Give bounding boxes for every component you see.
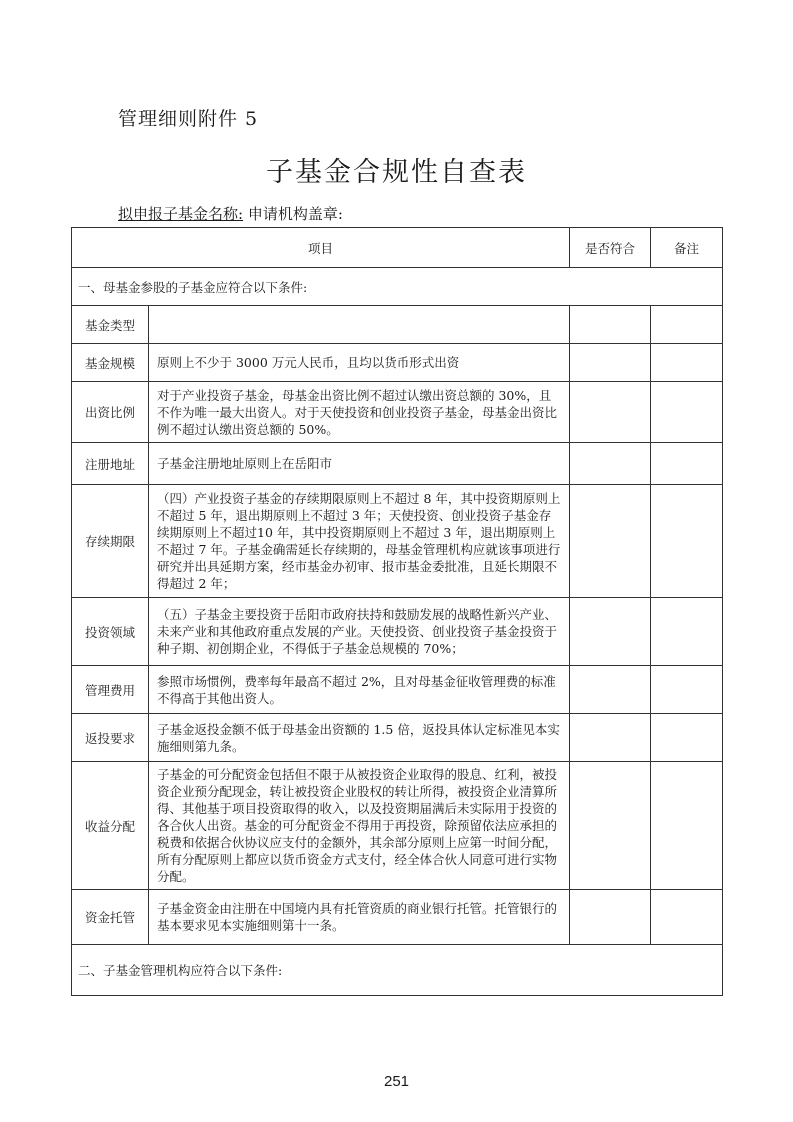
remark-cell[interactable] [651, 666, 723, 714]
row-content: 参照市场惯例，费率每年最高不超过 2%，且对母基金征收管理费的标准不得高于其他出资人。 [149, 666, 570, 714]
header-remark: 备注 [651, 228, 723, 268]
table-row [72, 344, 723, 382]
remark-cell[interactable] [651, 890, 723, 945]
row-content: 子基金注册地址原则上在岳阳市 [149, 443, 570, 485]
comply-cell[interactable] [570, 443, 651, 485]
row-label: 存续期限 [72, 485, 149, 598]
row-content: （五）子基金主要投资于岳阳市政府扶持和鼓励发展的战略性新兴产业、未来产业和其他政府重点发展的产业。天使投资、创业投资子基金投资于种子期、初创期企业，不得低于子基金总规模的 70%； [149, 598, 570, 666]
row-label: 基金类型 [72, 306, 149, 344]
table-row [72, 306, 723, 344]
row-content: 子基金资金由注册在中国境内具有托管资质的商业银行托管。托管银行的基本要求见本实施细则第十一条。 [149, 890, 570, 945]
remark-cell[interactable] [651, 598, 723, 666]
row-content: 子基金返投金额不低于母基金出资额的 1.5 倍，返投具体认定标准见本实施细则第九条。 [149, 714, 570, 762]
row-content [149, 306, 570, 344]
seal-label: 申请机构盖章: [247, 205, 343, 223]
table-row [72, 714, 723, 762]
remark-cell[interactable] [651, 762, 723, 890]
table-row [72, 382, 723, 443]
remark-cell[interactable] [651, 306, 723, 344]
row-label: 资金托管 [72, 890, 149, 945]
row-label: 收益分配 [72, 762, 149, 890]
section-2-heading: 二、子基金管理机构应符合以下条件: [72, 945, 723, 996]
row-label: 管理费用 [72, 666, 149, 714]
row-label: 注册地址 [72, 443, 149, 485]
comply-cell[interactable] [570, 714, 651, 762]
table-row [72, 890, 723, 945]
comply-cell[interactable] [570, 666, 651, 714]
row-content: 对于产业投资子基金，母基金出资比例不超过认缴出资总额的 30%，且不作为唯一最大出资人。对于天使投资和创业投资子基金，母基金出资比例不超过认缴出资总额的 50%。 [149, 382, 570, 443]
remark-cell[interactable] [651, 344, 723, 382]
section-row [72, 268, 723, 306]
row-label: 出资比例 [72, 382, 149, 443]
row-content: 原则上不少于 3000 万元人民币，且均以货币形式出资 [149, 344, 570, 382]
row-label: 返投要求 [72, 714, 149, 762]
header-comply: 是否符合 [570, 228, 651, 268]
remark-cell[interactable] [651, 382, 723, 443]
row-content: 子基金的可分配资金包括但不限于从被投资企业取得的股息、红利，被投资企业预分配现金，转让被投资企业股权的转让所得，被投资企业清算所得、其他基于项目投资取得的收入，以及投资期届满后未实际用于投资的各合伙人出资。基金的可分配资金不得用于再投资，除预留依法应承担的税费和依据合伙协议应支付的金额外，其余部分原则上应第一时间分配，所有分配原则上都应以货币资金方式支付，经全体合伙人同意可进行实物分配。 [149, 762, 570, 890]
applicant-info-line [118, 203, 343, 224]
remark-cell[interactable] [651, 485, 723, 598]
comply-cell[interactable] [570, 598, 651, 666]
section-1-heading: 一、母基金参股的子基金应符合以下条件: [72, 268, 723, 306]
comply-cell[interactable] [570, 382, 651, 443]
remark-cell[interactable] [651, 443, 723, 485]
table-row [72, 598, 723, 666]
comply-cell[interactable] [570, 306, 651, 344]
section-row [72, 945, 723, 996]
comply-cell[interactable] [570, 344, 651, 382]
remark-cell[interactable] [651, 714, 723, 762]
fund-name-label: 拟申报子基金名称: [118, 205, 244, 223]
table-row [72, 443, 723, 485]
page-number: 251 [383, 1073, 410, 1090]
table-row [72, 762, 723, 890]
row-label: 投资领域 [72, 598, 149, 666]
header-item: 项目 [72, 228, 570, 268]
row-label: 基金规模 [72, 344, 149, 382]
document-title: 子基金合规性自查表 [266, 157, 527, 188]
table-row [72, 485, 723, 598]
attachment-label: 管理细则附件 5 [118, 108, 259, 130]
table-row [72, 666, 723, 714]
compliance-checklist-table [71, 227, 723, 996]
table-header-row [72, 228, 723, 268]
row-content: （四）产业投资子基金的存续期限原则上不超过 8 年，其中投资期原则上不超过 5 年，退出期原则上不超过 3 年；天使投资、创业投资子基金存续期原则上不超过10 年，其中投资期原则上不超过 3 年，退出期原则上不超过 7 年。子基金确需延长存续期的，母基金管理机构应就该事项进行研究并出具延期方案，经市基金办初审、报市基金委批准，且延长期限不得超过 2 年； [149, 485, 570, 598]
comply-cell[interactable] [570, 890, 651, 945]
comply-cell[interactable] [570, 485, 651, 598]
comply-cell[interactable] [570, 762, 651, 890]
